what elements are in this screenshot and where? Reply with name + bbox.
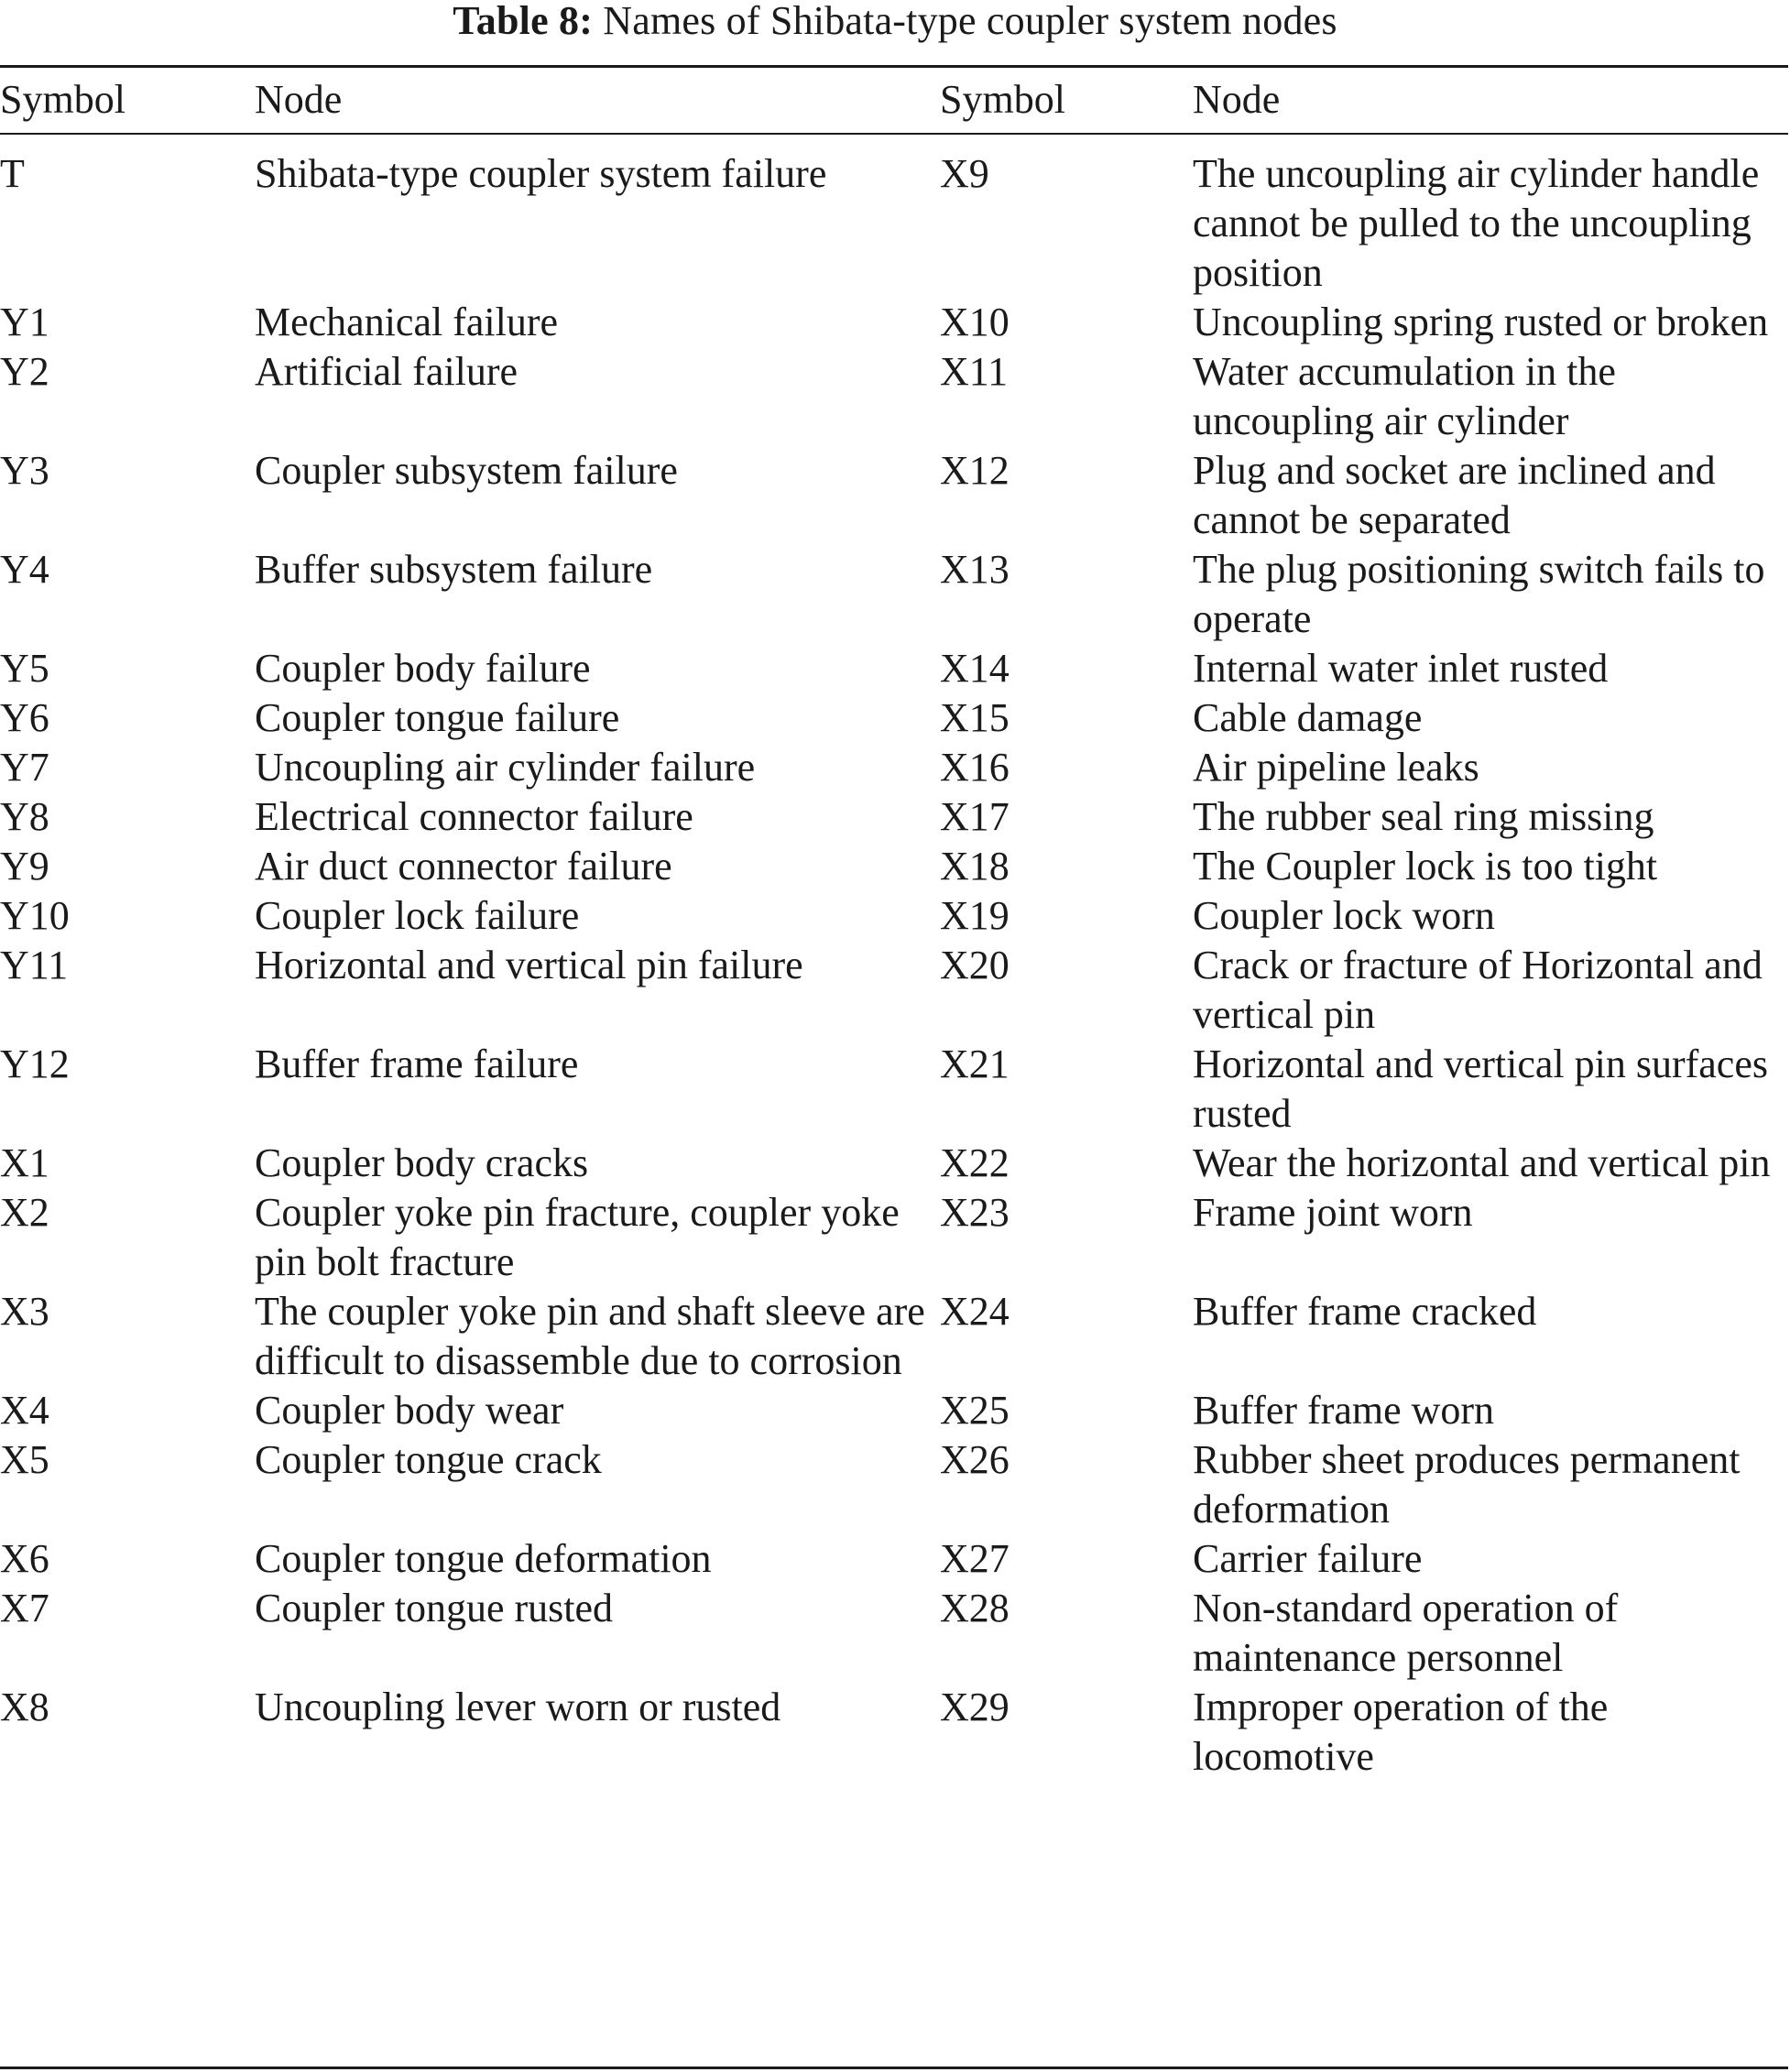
symbol-left-cell: Y5 — [0, 646, 49, 691]
symbol-right-cell: X19 — [940, 893, 1010, 938]
nodes-table — [0, 75, 1790, 1782]
table-row — [0, 693, 1790, 743]
table-caption — [0, 0, 1790, 42]
node-right-cell: Horizontal and vertical pin surfaces rusted — [1193, 1041, 1768, 1136]
table-row — [0, 446, 1790, 545]
node-right-cell: Internal water inlet rusted — [1193, 646, 1609, 691]
node-right-cell: Coupler lock worn — [1193, 893, 1495, 938]
node-right-cell: The rubber seal ring missing — [1193, 794, 1654, 839]
symbol-right-cell: X12 — [940, 448, 1010, 493]
table-row — [0, 1188, 1790, 1287]
node-left-cell: The coupler yoke pin and shaft sleeve are difficult to disassemble due to corrosion — [255, 1289, 925, 1383]
node-left-cell: Coupler tongue crack — [255, 1437, 602, 1482]
symbol-right-cell: X15 — [940, 695, 1010, 740]
symbol-right-cell: X18 — [940, 844, 1010, 889]
symbol-right-cell: X16 — [940, 745, 1010, 790]
node-right-cell: The plug positioning switch fails to operate — [1193, 547, 1765, 641]
symbol-left-cell: Y8 — [0, 794, 49, 839]
bottom-rule — [0, 2067, 1788, 2069]
table-row — [0, 1386, 1790, 1435]
table-row — [0, 1040, 1790, 1139]
node-left-cell: Shibata-type coupler system failure — [255, 151, 827, 196]
symbol-right-cell: X14 — [940, 646, 1010, 691]
node-left-cell: Coupler tongue rusted — [255, 1586, 614, 1630]
symbol-right-cell: X25 — [940, 1388, 1010, 1433]
node-left-cell: Coupler lock failure — [255, 893, 580, 938]
symbol-right-cell: X22 — [940, 1140, 1010, 1185]
symbol-left-cell: Y2 — [0, 349, 49, 394]
symbol-left-cell: Y7 — [0, 745, 49, 790]
symbol-left-cell: X3 — [0, 1289, 49, 1334]
node-right-cell: Cable damage — [1193, 695, 1423, 740]
node-left-cell: Buffer subsystem failure — [255, 547, 653, 592]
table-row — [0, 1139, 1790, 1188]
table-row — [0, 1534, 1790, 1584]
node-left-cell: Coupler tongue failure — [255, 695, 620, 740]
node-right-cell: Plug and socket are inclined and cannot be separated — [1193, 448, 1716, 542]
table-row — [0, 298, 1790, 347]
node-right-cell: Uncoupling spring rusted or broken — [1193, 300, 1769, 344]
symbol-left-cell: Y12 — [0, 1041, 70, 1086]
symbol-right-cell: X9 — [940, 151, 989, 196]
table-row — [0, 545, 1790, 644]
node-right-cell: The Coupler lock is too tight — [1193, 844, 1658, 889]
symbol-left-cell: X6 — [0, 1536, 49, 1581]
node-left-cell: Buffer frame failure — [255, 1041, 579, 1086]
symbol-right-cell: X23 — [940, 1190, 1010, 1235]
node-left-cell: Uncoupling air cylinder failure — [255, 745, 756, 790]
node-left-cell: Electrical connector failure — [255, 794, 693, 839]
symbol-left-cell: Y6 — [0, 695, 49, 740]
symbol-left-cell: Y3 — [0, 448, 49, 493]
node-left-cell: Coupler tongue deformation — [255, 1536, 712, 1581]
symbol-left-cell: X7 — [0, 1586, 49, 1630]
symbol-right-cell: X24 — [940, 1289, 1010, 1334]
symbol-right-cell: X13 — [940, 547, 1010, 592]
symbol-left-cell: Y10 — [0, 893, 70, 938]
symbol-right-cell: X10 — [940, 300, 1010, 344]
table-row — [0, 941, 1790, 1040]
node-right-cell: Wear the horizontal and vertical pin — [1193, 1140, 1771, 1185]
node-right-cell: Crack or fracture of Horizontal and vertical pin — [1193, 943, 1763, 1037]
node-right-cell: Buffer frame cracked — [1193, 1289, 1537, 1334]
symbol-left-cell: X4 — [0, 1388, 49, 1433]
node-right-cell: Improper operation of the locomotive — [1193, 1685, 1609, 1779]
table-label: Table 8: — [453, 0, 594, 43]
symbol-left-cell: X1 — [0, 1140, 49, 1185]
symbol-left-cell: T — [0, 151, 25, 196]
header-row — [0, 75, 1790, 135]
node-right-cell: Frame joint worn — [1193, 1190, 1473, 1235]
table-row — [0, 1584, 1790, 1683]
table-row — [0, 1683, 1790, 1782]
table-row — [0, 1435, 1790, 1534]
node-right-cell: Air pipeline leaks — [1193, 745, 1479, 790]
symbol-right-cell: X17 — [940, 794, 1010, 839]
symbol-left-cell: Y4 — [0, 547, 49, 592]
table-row — [0, 891, 1790, 941]
node-left-cell: Coupler body wear — [255, 1388, 564, 1433]
node-left-cell: Air duct connector failure — [255, 844, 672, 889]
symbol-right-cell: X21 — [940, 1041, 1010, 1086]
header-node-right: Node — [1193, 77, 1281, 122]
top-rule — [0, 65, 1788, 68]
symbol-left-cell: Y9 — [0, 844, 49, 889]
table-row — [0, 842, 1790, 891]
node-right-cell: The uncoupling air cylinder handle cannot be pulled to the uncoupling position — [1193, 151, 1760, 295]
header-symbol-left: Symbol — [0, 77, 126, 122]
table-row — [0, 743, 1790, 792]
symbol-right-cell: X11 — [940, 349, 1009, 394]
node-left-cell: Coupler body failure — [255, 646, 591, 691]
table-row — [0, 792, 1790, 842]
header-symbol-right: Symbol — [940, 77, 1065, 122]
node-right-cell: Rubber sheet produces permanent deformation — [1193, 1437, 1741, 1532]
table-row — [0, 347, 1790, 446]
table-title: Names of Shibata-type coupler system nodes — [603, 0, 1337, 43]
symbol-left-cell: Y1 — [0, 300, 49, 344]
node-left-cell: Coupler body cracks — [255, 1140, 589, 1185]
node-left-cell: Mechanical failure — [255, 300, 559, 344]
table-row — [0, 135, 1790, 298]
symbol-right-cell: X26 — [940, 1437, 1010, 1482]
symbol-right-cell: X27 — [940, 1536, 1010, 1581]
table-row — [0, 644, 1790, 693]
node-left-cell: Uncoupling lever worn or rusted — [255, 1685, 781, 1729]
table-row — [0, 1287, 1790, 1386]
node-left-cell: Horizontal and vertical pin failure — [255, 943, 803, 987]
node-left-cell: Artificial failure — [255, 349, 518, 394]
symbol-right-cell: X28 — [940, 1586, 1010, 1630]
symbol-left-cell: Y11 — [0, 943, 69, 987]
node-right-cell: Carrier failure — [1193, 1536, 1423, 1581]
symbol-left-cell: X2 — [0, 1190, 49, 1235]
node-right-cell: Buffer frame worn — [1193, 1388, 1495, 1433]
symbol-right-cell: X20 — [940, 943, 1010, 987]
symbol-left-cell: X8 — [0, 1685, 49, 1729]
header-node-left: Node — [255, 77, 343, 122]
node-left-cell: Coupler subsystem failure — [255, 448, 678, 493]
symbol-right-cell: X29 — [940, 1685, 1010, 1729]
table-body — [0, 135, 1790, 1782]
node-right-cell: Non-standard operation of maintenance personnel — [1193, 1586, 1619, 1680]
node-right-cell: Water accumulation in the uncoupling air cylinder — [1193, 349, 1616, 443]
node-left-cell: Coupler yoke pin fracture, coupler yoke pin bolt fracture — [255, 1190, 900, 1284]
symbol-left-cell: X5 — [0, 1437, 49, 1482]
